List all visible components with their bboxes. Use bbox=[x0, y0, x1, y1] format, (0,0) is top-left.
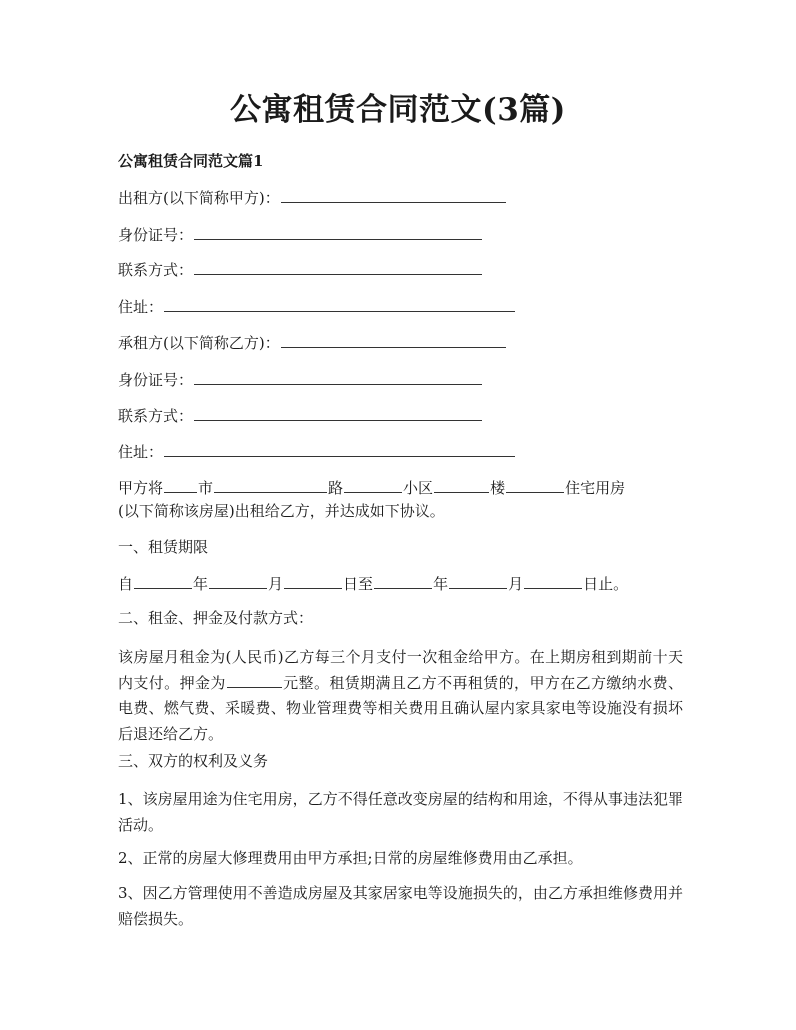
lessee-address-blank bbox=[164, 440, 515, 457]
lessor-line bbox=[118, 186, 507, 209]
community-blank bbox=[344, 476, 402, 493]
lessee-address-line bbox=[118, 440, 516, 463]
city-blank bbox=[164, 476, 197, 493]
lessor-name-blank bbox=[281, 186, 506, 203]
end-month-blank bbox=[449, 572, 507, 589]
term-text-3: 月 bbox=[268, 575, 284, 593]
property-line bbox=[118, 476, 625, 499]
lessee-line bbox=[118, 331, 507, 354]
item-1: 1、该房屋用途为住宅用房，乙方不得任意改变房屋的结构和用途，不得从事违法犯罪活动。 bbox=[118, 790, 683, 834]
rent-text-1: 该房屋月租金为(人民币)乙方每三个月支付一次租金给甲方。在上期房租到期前十天内支付。押金为 bbox=[118, 648, 683, 692]
start-year-blank bbox=[134, 572, 192, 589]
term-text-4: 日至 bbox=[343, 575, 374, 593]
unit-blank bbox=[506, 476, 564, 493]
start-day-blank bbox=[284, 572, 342, 589]
term-text-6: 月 bbox=[508, 575, 524, 593]
clause-1-heading: 一、租赁期限 bbox=[118, 538, 209, 556]
property-text-1: 甲方将 bbox=[118, 479, 164, 497]
lessee-name-blank bbox=[281, 331, 506, 348]
start-month-blank bbox=[209, 572, 267, 589]
lessor-contact-blank bbox=[194, 258, 482, 275]
clause-2-heading: 二、租金、押金及付款方式： bbox=[118, 609, 314, 627]
lessor-label: 出租方(以下简称甲方)： bbox=[118, 189, 280, 207]
property-text-6: 住宅用房 bbox=[565, 479, 626, 497]
lessor-contact-label: 联系方式： bbox=[118, 261, 194, 279]
section-heading: 公寓租赁合同范文篇1 bbox=[118, 152, 264, 170]
lessor-id-line bbox=[118, 223, 483, 246]
lessor-contact-line bbox=[118, 258, 483, 281]
property-text-3: 路 bbox=[328, 479, 344, 497]
term-line bbox=[118, 572, 628, 595]
lessor-address-blank bbox=[164, 295, 515, 312]
lessor-address-line bbox=[118, 295, 516, 318]
lessee-contact-line bbox=[118, 404, 483, 427]
property-text-4: 小区 bbox=[403, 479, 434, 497]
term-text-1: 自 bbox=[118, 575, 134, 593]
clause-3-heading: 三、双方的权利及义务 bbox=[118, 752, 269, 770]
lessee-id-label: 身份证号： bbox=[118, 371, 194, 389]
building-blank bbox=[434, 476, 489, 493]
end-day-blank bbox=[524, 572, 582, 589]
property-line-2: (以下简称该房屋)出租给乙方，并达成如下协议。 bbox=[118, 502, 445, 520]
rent-text-2: 元整。租赁期满且乙方不再租赁的，甲方在乙方缴纳水费、电费、燃气费、采暖费、物业管理费等相关费用且确认屋内家具家电等设施没有损坏后退还给乙方。 bbox=[118, 673, 683, 743]
term-text-5: 年 bbox=[433, 575, 449, 593]
term-text-2: 年 bbox=[193, 575, 209, 593]
property-text-2: 市 bbox=[198, 479, 214, 497]
deposit-blank bbox=[227, 671, 282, 688]
item-2: 2、正常的房屋大修理费用由甲方承担;日常的房屋维修费用由乙承担。 bbox=[118, 849, 583, 867]
lessor-id-blank bbox=[194, 223, 482, 240]
lessee-contact-label: 联系方式： bbox=[118, 407, 194, 425]
lessee-id-blank bbox=[194, 368, 482, 385]
lessee-id-line bbox=[118, 368, 483, 391]
term-text-7: 日止。 bbox=[583, 575, 629, 593]
lessee-contact-blank bbox=[194, 404, 482, 421]
lessee-address-label: 住址： bbox=[118, 443, 164, 461]
rent-paragraph bbox=[118, 645, 683, 747]
document-title: 公寓租赁合同范文(3篇) bbox=[230, 92, 566, 128]
end-year-blank bbox=[374, 572, 432, 589]
lessee-label: 承租方(以下简称乙方)： bbox=[118, 334, 280, 352]
item-3: 3、因乙方管理使用不善造成房屋及其家居家电等设施损失的，由乙方承担维修费用并赔偿损失。 bbox=[118, 884, 683, 928]
road-blank bbox=[214, 476, 327, 493]
lessor-address-label: 住址： bbox=[118, 298, 164, 316]
lessor-id-label: 身份证号： bbox=[118, 226, 194, 244]
property-text-5: 楼 bbox=[490, 479, 506, 497]
